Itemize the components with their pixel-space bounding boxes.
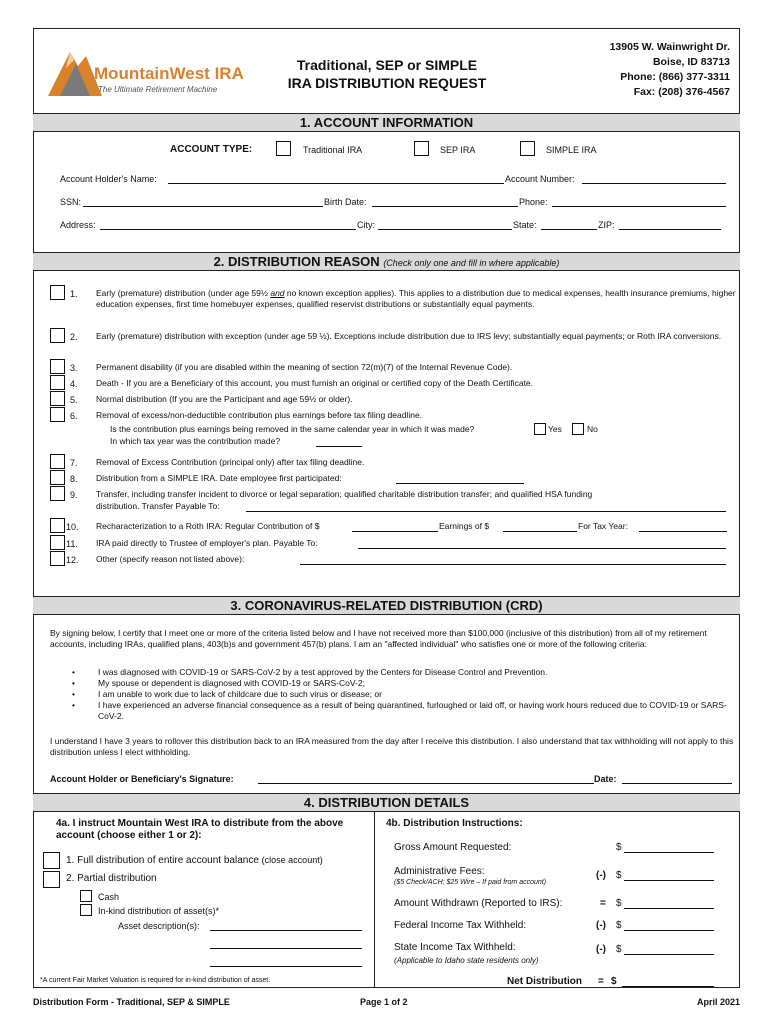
in-kind-checkbox[interactable] (80, 904, 92, 916)
reason-12-checkbox[interactable] (50, 551, 65, 566)
admin-dollar-sign: $ (616, 870, 622, 881)
title-line-1: Traditional, SEP or SIMPLE (296, 57, 478, 73)
reason-7-checkbox[interactable] (50, 454, 65, 469)
zip-field[interactable] (619, 229, 721, 230)
zip-label: ZIP: (598, 220, 615, 230)
federal-dollar-sign: $ (616, 920, 622, 931)
reason-8-checkbox[interactable] (50, 470, 65, 485)
simple-ira-checkbox[interactable] (520, 141, 535, 156)
company-address (530, 40, 730, 100)
reason-8-number: 8. (70, 474, 78, 484)
section-1-header (33, 113, 740, 132)
crd-criterion: • My spouse or dependent is diagnosed with COVID-19 or SARS-CoV-2; (50, 678, 736, 689)
crd-criterion: • I was diagnosed with COVID-19 or SARS-CoV-2 by a test approved by the Centers for Disease Control and Prevention. (50, 667, 736, 678)
ssn-label: SSN: (60, 197, 82, 207)
distribution-instructions-heading: 4b. Distribution Instructions: (386, 818, 523, 829)
reason-6-no-checkbox[interactable] (572, 423, 584, 435)
crd-criteria-list (50, 667, 736, 722)
logo-text: MountainWest IRA (94, 64, 244, 83)
crd-criterion: • I have experienced an adverse financial consequence as a result of being quarantined, furloughed or laid off, or having work hours reduced due to COVID-19 or SARS-CoV-2. (50, 700, 736, 722)
admin-fees-minus: (-) (596, 870, 606, 881)
state-tax-minus: (-) (596, 944, 606, 955)
city-label: City: (357, 220, 375, 230)
amount-withdrawn-label: Amount Withdrawn (Reported to IRS): (394, 898, 563, 909)
reason-6-question-2: In which tax year was the contribution made? (110, 436, 281, 446)
reason-12-text: Other (specify reason not listed above): (96, 554, 245, 564)
reason-6-checkbox[interactable] (50, 407, 65, 422)
admin-fees-field[interactable] (624, 880, 714, 881)
reason-10-text: Recharacterization to a Roth IRA: Regular Contribution of $ (96, 521, 320, 531)
reason-4-checkbox[interactable] (50, 375, 65, 390)
tax-year-label: For Tax Year: (578, 521, 628, 531)
logo-tagline: The Ultimate Retirement Machine (98, 85, 218, 94)
admin-fees-label: Administrative Fees: (394, 866, 485, 877)
reason-6-yes-label: Yes (548, 424, 562, 434)
reason-6-number: 6. (70, 411, 78, 421)
section-4-header (33, 793, 740, 812)
withdrawn-dollar-sign: $ (616, 898, 622, 909)
reason-10-number: 10. (66, 522, 79, 532)
section-2-note: (Check only one and fill in where applicable) (383, 258, 560, 268)
reason-4-text: Death - If you are a Beneficiary of this account, you must furnish an original or certified copy of the Death Certificate. (96, 378, 534, 388)
sep-ira-label: SEP IRA (440, 145, 476, 155)
asset-description-label: Asset description(s): (118, 921, 200, 931)
traditional-ira-label: Traditional IRA (303, 145, 363, 155)
reason-7-number: 7. (70, 458, 78, 468)
asset-description-field-3[interactable] (210, 966, 362, 967)
reason-5-checkbox[interactable] (50, 391, 65, 406)
net-equals: = (598, 976, 604, 987)
form-title (262, 56, 512, 92)
traditional-ira-checkbox[interactable] (276, 141, 291, 156)
full-distribution-label: 1. Full distribution of entire account balance (close account) (66, 855, 323, 866)
reason-8-text: Distribution from a SIMPLE IRA. Date employee first participated: (96, 473, 342, 483)
footer-form-name: Distribution Form - Traditional, SEP & SIMPLE (33, 997, 230, 1007)
section-2-header (33, 252, 740, 271)
reason-6-text: Removal of excess/non-deductible contribution plus earnings before tax filing deadline. (96, 410, 423, 420)
reason-3-text: Permanent disability (if you are disabled within the meaning of section 72(m)(7) of the Internal Revenue Code). (96, 362, 513, 372)
withdrawn-equals: = (600, 898, 606, 909)
reason-9-text: Transfer, including transfer incident to divorce or legal separation; qualified charitable distribution transfer; and qualified HSA funding (96, 489, 593, 499)
phone-field[interactable] (552, 206, 726, 207)
signature-label: Account Holder or Beneficiary's Signature: (50, 774, 234, 784)
reason-11-checkbox[interactable] (50, 535, 65, 550)
gross-amount-field[interactable] (624, 852, 714, 853)
state-tax-label: State Income Tax Withheld: (394, 942, 516, 953)
trustee-payable-to-field[interactable] (358, 548, 726, 549)
reason-12-number: 12. (66, 555, 79, 565)
net-distribution-field[interactable] (622, 986, 714, 987)
reason-6-no-label: No (587, 424, 598, 434)
reason-11-text: IRA paid directly to Trustee of employer's plan. Payable To: (96, 538, 318, 548)
address-line-1: 13905 W. Wainwright Dr. (609, 41, 730, 53)
federal-tax-field[interactable] (624, 930, 714, 931)
federal-tax-minus: (-) (596, 920, 606, 931)
tax-year-field[interactable] (639, 531, 727, 532)
full-distribution-checkbox[interactable] (43, 852, 60, 869)
earnings-field[interactable] (503, 531, 577, 532)
title-line-2: IRA DISTRIBUTION REQUEST (287, 75, 487, 91)
partial-distribution-checkbox[interactable] (43, 871, 60, 888)
reason-1-checkbox[interactable] (50, 285, 65, 300)
city-field[interactable] (378, 229, 512, 230)
account-type-label: ACCOUNT TYPE: (170, 144, 253, 155)
earnings-label: Earnings of $ (439, 521, 490, 531)
simple-participation-date-field[interactable] (396, 483, 524, 484)
contribution-tax-year-field[interactable] (316, 446, 362, 447)
footer-date: April 2021 (696, 997, 740, 1007)
state-dollar-sign: $ (616, 944, 622, 955)
reason-2-number: 2. (70, 332, 78, 342)
crd-intro: By signing below, I certify that I meet one or more of the criteria listed below and I have not received more than $100,000 (inclusive of this distribution) from all of my retirement accounts, including IRAs, qualified plans, 403(b)s and government 457(b) plans. I am an "affected individual" who satisfies one or more of the following criteria: (50, 628, 707, 649)
reason-5-text: Normal distribution (If you are the Participant and age 59½ or older). (96, 394, 353, 404)
reason-2-checkbox[interactable] (50, 328, 65, 343)
net-distribution-label: Net Distribution (507, 976, 582, 987)
birth-date-label: Birth Date: (324, 197, 367, 207)
in-kind-label: In-kind distribution of asset(s)* (98, 906, 220, 916)
section-2-title: 2. DISTRIBUTION REASON (213, 254, 380, 269)
admin-fees-note: ($5 Check/ACH; $25 Wire – If paid from account) (394, 879, 547, 886)
reason-1-number: 1. (70, 289, 78, 299)
reason-10-checkbox[interactable] (50, 518, 65, 533)
phone-label: Phone: (519, 197, 548, 207)
reason-3-number: 3. (70, 363, 78, 373)
reason-2-text: Early (premature) distribution with exception (under age 59 ½). Exceptions include distribution due to IRS levy; substantially equal payments; or Roth IRA conversions. (96, 331, 722, 341)
company-fax: Fax: (208) 376-4567 (633, 86, 730, 98)
state-tax-note: (Applicable to Idaho state residents only) (394, 956, 539, 965)
footer-page-number: Page 1 of 2 (360, 997, 408, 1007)
reason-3-checkbox[interactable] (50, 359, 65, 374)
ssn-field[interactable] (83, 206, 323, 207)
company-phone: Phone: (866) 377-3311 (620, 71, 730, 83)
partial-distribution-label: 2. Partial distribution (66, 873, 157, 884)
sep-ira-checkbox[interactable] (414, 141, 429, 156)
crd-criterion: • I am unable to work due to lack of childcare due to such virus or disease; or (50, 689, 736, 700)
birth-date-field[interactable] (372, 206, 518, 207)
state-field[interactable] (541, 229, 597, 230)
asset-description-field-2[interactable] (210, 948, 362, 949)
reason-1-text: Early (premature) distribution (under age 59½ and no known exception applies). This applies to a distribution due to medical expenses, health insurance premiums, higher education expenses, first time homebuyer expenses, qualified reservist distributions or substantially equal payments. (96, 288, 736, 309)
reason-6-yes-checkbox[interactable] (534, 423, 546, 435)
section-1-title: 1. ACCOUNT INFORMATION (299, 115, 474, 130)
address-field[interactable] (100, 229, 356, 230)
section-4-divider (374, 812, 375, 988)
other-reason-field[interactable] (300, 564, 726, 565)
reason-7-text: Removal of Excess Contribution (principal only) after tax filing deadline. (96, 457, 365, 467)
signature-date-label: Date: (594, 774, 617, 784)
signature-date-field[interactable] (622, 783, 732, 784)
state-tax-field[interactable] (624, 954, 714, 955)
section-4-title: 4. DISTRIBUTION DETAILS (303, 795, 470, 810)
in-kind-footnote: *A current Fair Market Valuation is required for in-kind distribution of asset. (40, 977, 271, 984)
holder-name-field[interactable] (168, 183, 504, 184)
reason-11-number: 11. (66, 539, 78, 549)
signature-field[interactable] (258, 783, 594, 784)
gross-dollar-sign: $ (616, 842, 622, 853)
reason-4-number: 4. (70, 379, 78, 389)
reason-9-number: 9. (70, 490, 78, 500)
reason-6-question-1: Is the contribution plus earnings being removed in the same calendar year in which it was made? (110, 424, 475, 434)
company-logo (46, 44, 244, 100)
reason-9-text-2: distribution. Transfer Payable To: (96, 501, 220, 511)
holder-name-label: Account Holder's Name: (60, 174, 157, 184)
crd-rollover-text: I understand I have 3 years to rollover this distribution back to an IRA measured from the day after I receive this distribution. I also understand that tax withholding will not apply to this distribution unless I elect withholding. (50, 736, 734, 757)
reason-9-checkbox[interactable] (50, 486, 65, 501)
amount-withdrawn-field[interactable] (624, 908, 714, 909)
gross-amount-label: Gross Amount Requested: (394, 842, 512, 853)
account-number-label: Account Number: (505, 174, 575, 184)
asset-description-field-1[interactable] (210, 930, 362, 931)
state-label: State: (513, 220, 537, 230)
cash-checkbox[interactable] (80, 890, 92, 902)
cash-label: Cash (98, 892, 120, 902)
reason-5-number: 5. (70, 395, 78, 405)
address-line-2: Boise, ID 83713 (652, 56, 730, 68)
address-label: Address: (60, 220, 96, 230)
net-dollar-sign: $ (611, 976, 617, 987)
simple-ira-label: SIMPLE IRA (546, 145, 597, 155)
distribute-from-heading: 4a. I instruct Mountain West IRA to distribute from the above account (choose either 1 or 2): (56, 818, 344, 841)
account-number-field[interactable] (582, 183, 726, 184)
transfer-payable-to-field[interactable] (246, 511, 726, 512)
regular-contribution-field[interactable] (352, 531, 438, 532)
section-3-header (33, 596, 740, 615)
section-3-title: 3. CORONAVIRUS-RELATED DISTRIBUTION (CRD) (230, 598, 543, 613)
federal-tax-label: Federal Income Tax Withheld: (394, 920, 527, 931)
